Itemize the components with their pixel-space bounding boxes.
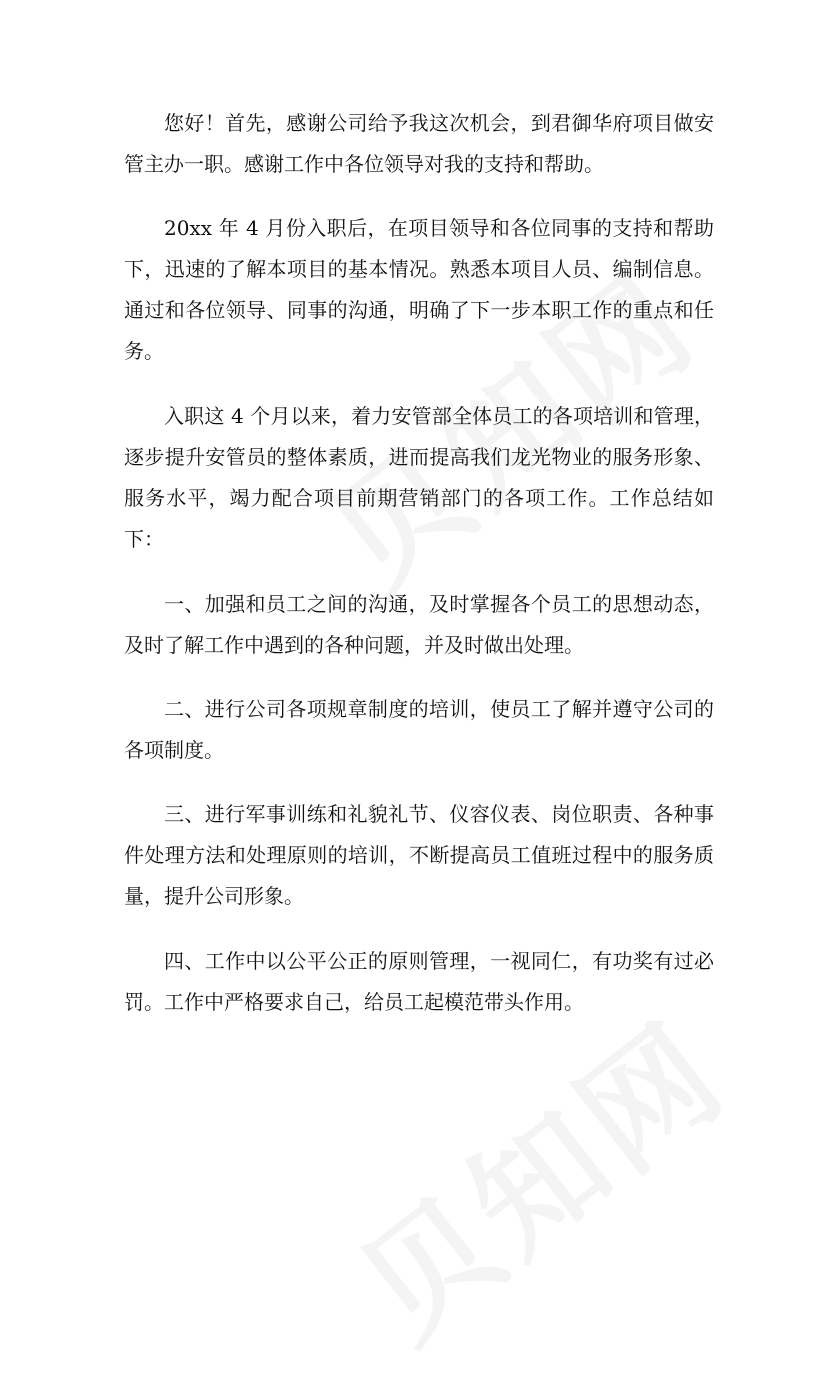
paragraph-item-3: 三、进行军事训练和礼貌礼节、仪容仪表、岗位职责、各种事件处理方法和处理原则的培训，不断提高员工值班过程中的服务质量，提升公司形象。 — [124, 802, 714, 908]
paragraph-item-1: 一、加强和员工之间的沟通，及时掌握各个员工的思想动态，及时了解工作中遇到的各种问题，并及时做出处理。 — [124, 592, 714, 657]
paragraph-item-4: 四、工作中以公平公正的原则管理，一视同仁，有功奖有过必罚。工作中严格要求自己，给员工起模范带头作用。 — [124, 949, 714, 1014]
paragraph-item-2: 二、进行公司各项规章制度的培训，使员工了解并遵守公司的各项制度。 — [124, 697, 714, 762]
paragraph-onboarding: 20xx 年 4 月份入职后，在项目领导和各位同事的支持和帮助下，迅速的了解本项目的基本情况。熟悉本项目人员、编制信息。通过和各位领导、同事的沟通，明确了下一步本职工作的重点和任务。 — [124, 216, 714, 363]
paragraph-greeting: 您好！首先，感谢公司给予我这次机会，到君御华府项目做安管主办一职。感谢工作中各位领导对我的支持和帮助。 — [124, 111, 714, 176]
paragraph-summary-intro: 入职这 4 个月以来，着力安管部全体员工的各项培训和管理，逐步提升安管员的整体素质，进而提高我们龙光物业的服务形象、服务水平，竭力配合项目前期营销部门的各项工作。工作总结如下： — [124, 404, 714, 551]
